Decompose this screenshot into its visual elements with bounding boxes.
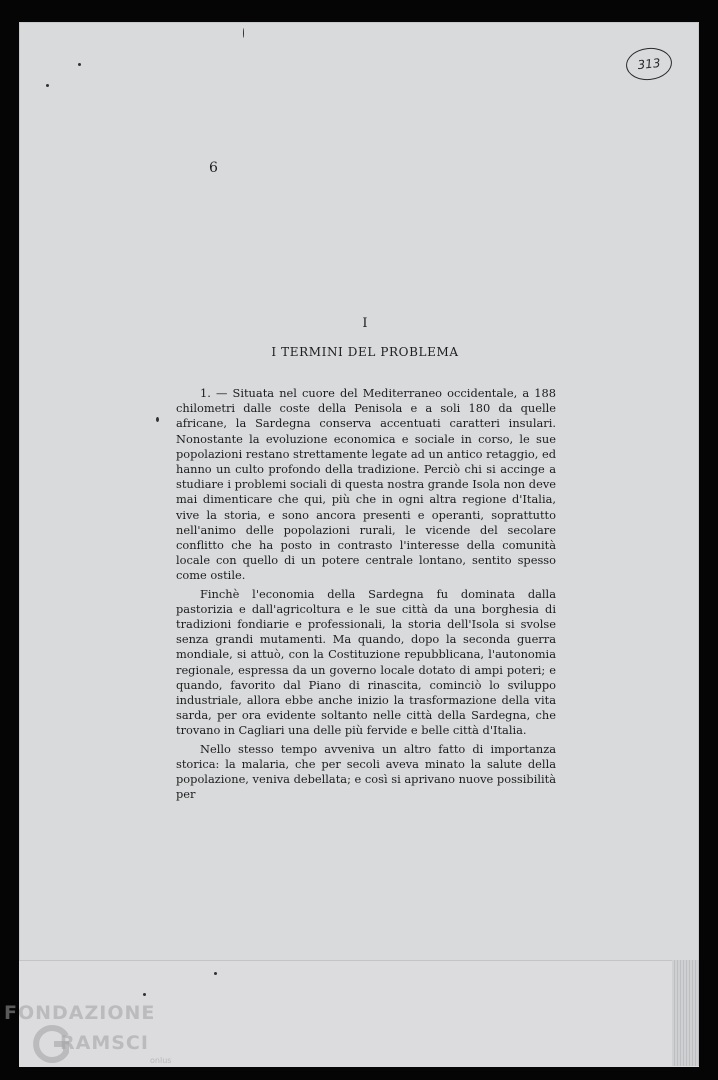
- archive-number-stamp: 313: [624, 46, 673, 83]
- fondazione-gramsci-watermark: [4, 1002, 204, 1076]
- scan-speck: [143, 993, 146, 996]
- body-text: [176, 386, 556, 805]
- watermark-line2: RAMSCI: [60, 1032, 149, 1054]
- paragraph: Nello stesso tempo avveniva un altro fatto di importanza storica: la malaria, che per secoli aveva minato la salute della popolazione, veniva debellata; e così si aprivano nuove possibilità per: [176, 741, 556, 802]
- scan-speck: [156, 417, 159, 422]
- chapter-numeral: I: [362, 316, 368, 331]
- paragraph: Finchè l'economia della Sardegna fu dominata dalla pastorizia e dall'agricoltura e le sue città da una borghesia di tradizioni fondiarie e professionali, la storia dell'Isola si svolse senza grandi mutamenti. Ma quando, dopo la seconda guerra mondiale, si attuò, con la Costituzione repubblicana, l'autonomia regionale, espressa da un governo locale dotato di ampi poteri; e quando, favorito dal Piano di rinascita, cominciò lo sviluppo industriale, allora ebbe anche inizio la trasformazione della vita sarda, per ora evidente soltanto nelle città della Sardegna, che trovano in Cagliari una delle più fervide e belle città d'Italia.: [176, 586, 556, 738]
- stacked-pages-edge: [672, 960, 699, 1066]
- watermark-suffix: onlus: [150, 1056, 172, 1065]
- paragraph: 1. — Situata nel cuore del Mediterraneo occidentale, a 188 chilometri dalle coste della Penisola e a soli 180 da quelle africane, la Sardegna conserva accentuati caratteri insulari. Nonostante la evoluzione economica e sociale in corso, le sue popolazioni restano strettamente legate ad un antico retaggio, ed hanno un culto profondo della tradizione. Perciò chi si accinge a studiare i problemi sociali di questa nostra grande Isola non deve mai dimenticare che qui, più che in ogni altra regione d'Italia, vive la storia, e sono ancora presenti e operanti, soprattutto nell'animo delle popolazioni rurali, le vicende del secolare conflitto che ha posto in contrasto l'interesse della comunità locale con quello di un potere centrale lontano, sentito spesso come ostile.: [176, 386, 556, 583]
- page-number: 6: [209, 160, 218, 176]
- scan-speck: [214, 972, 217, 975]
- scan-speck: [78, 63, 81, 66]
- watermark-line1: FONDAZIONE: [4, 1002, 156, 1024]
- scan-speck: [46, 84, 49, 87]
- chapter-title: I TERMINI DEL PROBLEMA: [271, 345, 459, 359]
- scan-speck: [243, 28, 244, 38]
